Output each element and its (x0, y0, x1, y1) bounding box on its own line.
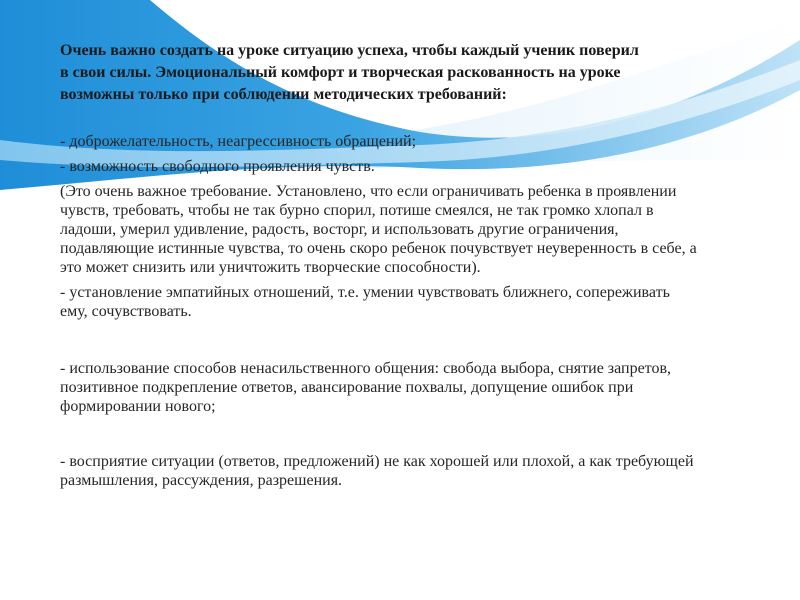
list-item: - возможность свободного проявления чувств. (60, 158, 375, 175)
list-item: - доброжелательность, неагрессивность обращений; (60, 133, 417, 150)
slide-heading: Очень важно создать на уроке ситуацию успеха, чтобы каждый ученик поверил в свои силы. Эмоциональный комфорт и творческая раскованность на уроке возможны только при соблюдении методических требований: (60, 42, 639, 103)
list-item: - использование способов ненасильственного общения: свобода выбора, снятие запретов, позитивное подкрепление ответов, авансирование похвалы, допущение ошибок при формировании нового; (60, 360, 671, 415)
list-item: - восприятие ситуации (ответов, предложений) не как хорошей или плохой, а как требующей размышления, рассуждения, разрешения. (60, 453, 694, 489)
slide-content (60, 40, 700, 496)
list-item-note: (Это очень важное требование. Установлено, что если ограничивать ребенка в проявлении чувств, требовать, чтобы не так бурно спорил, потише смеялся, не так громко хлопал в ладоши, умерил удивление, радость, восторг, и использовать другие ограничения, подавляющие истинные чувства, то очень скоро ребенок почувствует неуверенность в себе, а это может снизить или уничтожить творческие способности). (60, 183, 697, 276)
list-item: - установление эмпатийных отношений, т.е. умении чувствовать ближнего, сопереживать ему, сочувствовать. (60, 284, 670, 320)
